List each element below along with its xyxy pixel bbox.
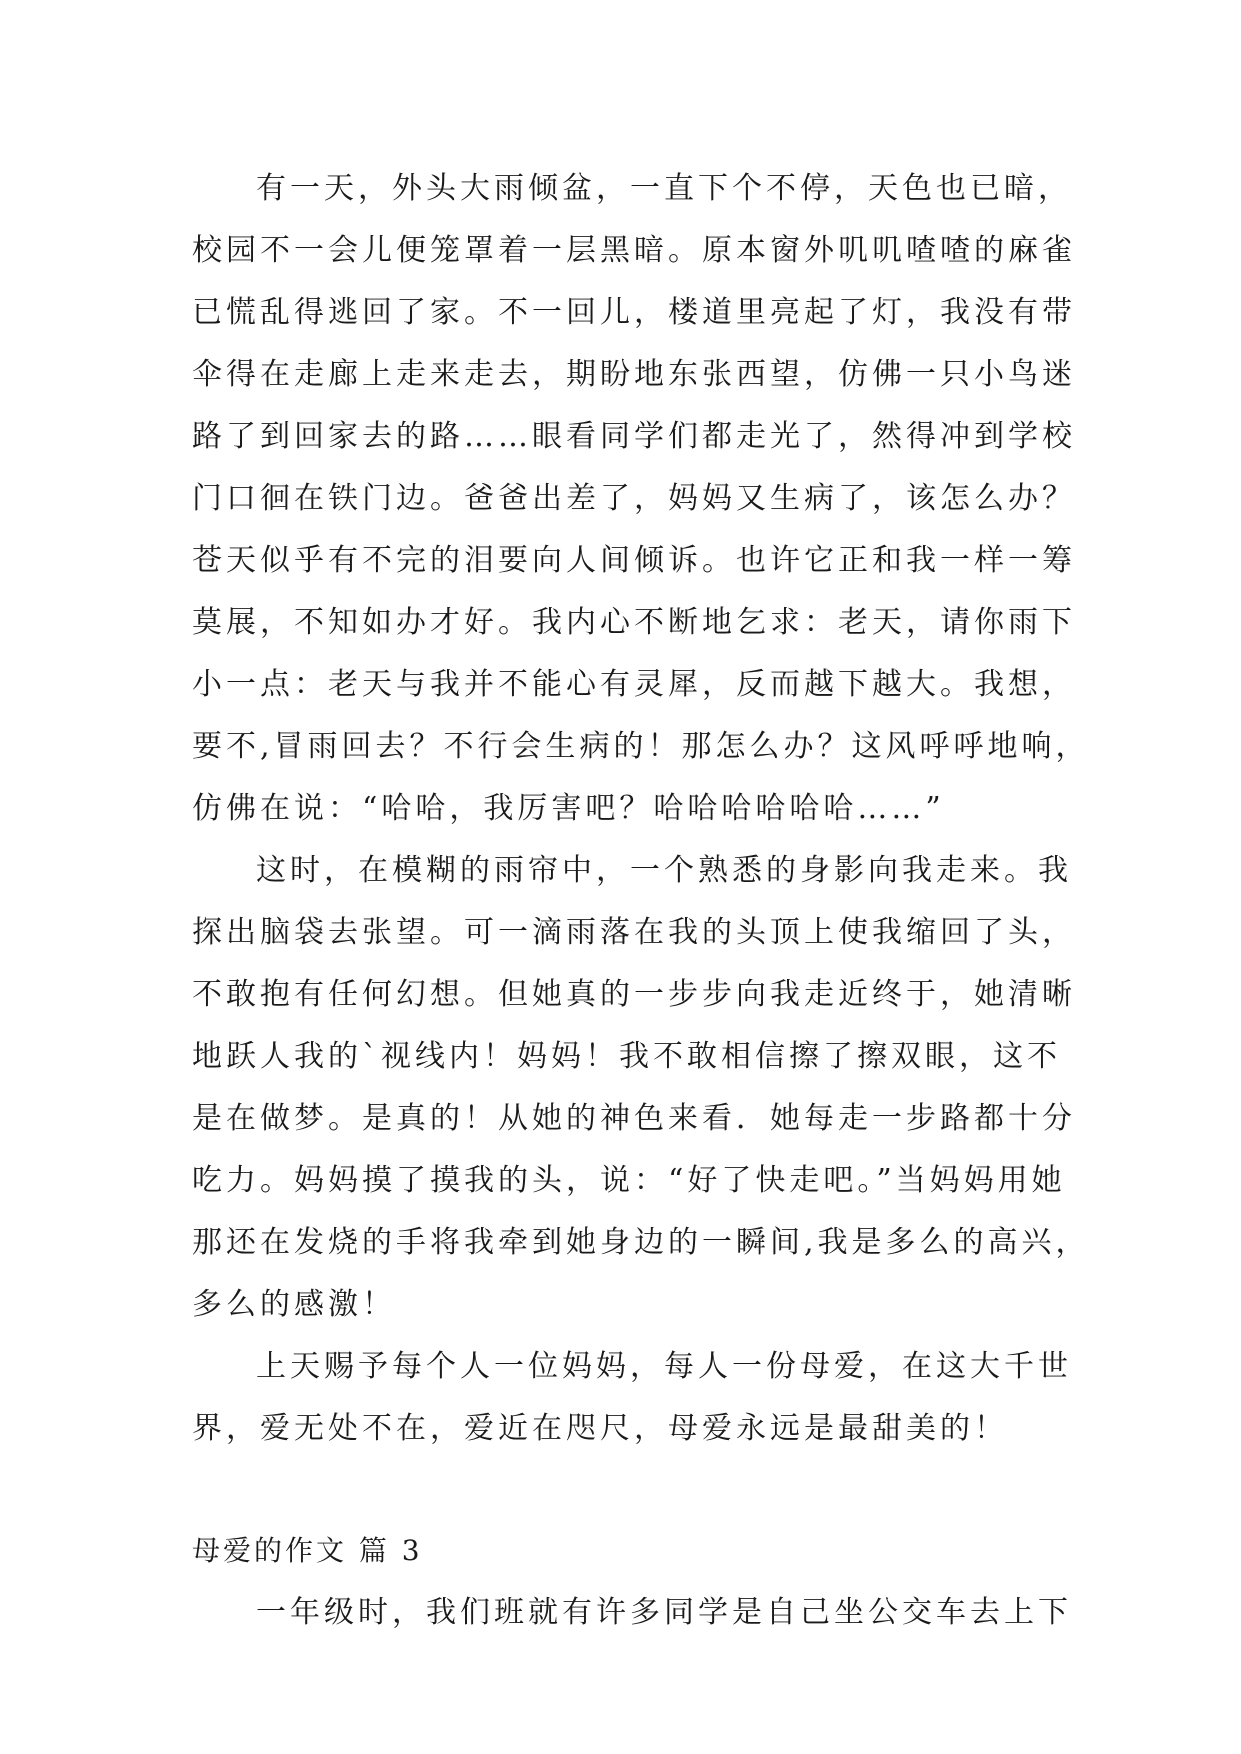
- text-line: 一年级时，我们班就有许多同学是自己坐公交车去上下: [256, 1595, 1072, 1630]
- text-line: 这时，在模糊的雨帘中，一个熟悉的身影向我走来。我: [256, 853, 1072, 888]
- text-line: 地跃人我的`视线内！妈妈！我不敢相信擦了擦双眼，这不: [192, 1039, 1061, 1074]
- text-line: 有一天，外头大雨倾盆，一直下个不停，天色也已暗，: [256, 171, 1072, 206]
- section-title: 母爱的作文 篇 3: [192, 1534, 423, 1567]
- text-line: 要不,冒雨回去？不行会生病的！那怎么办？这风呼呼地响，: [192, 729, 1090, 764]
- text-line: 界，爱无处不在，爱近在咫尺，母爱永远是最甜美的！: [192, 1411, 1008, 1446]
- text-line: 不敢抱有任何幻想。但她真的一步步向我走近终于，她清晰: [192, 977, 1076, 1012]
- text-line: 上天赐予每个人一位妈妈，每人一份母爱，在这大千世: [256, 1349, 1072, 1384]
- text-line: 路了到回家去的路……眼看同学们都走光了，然得冲到学校: [192, 419, 1076, 454]
- text-line: 多么的感激！: [192, 1287, 396, 1322]
- text-line: 是在做梦。是真的！从她的神色来看．她每走一步路都十分: [192, 1101, 1076, 1136]
- text-line: 伞得在走廊上走来走去，期盼地东张西望，仿佛一只小鸟迷: [192, 357, 1076, 392]
- document-body: [192, 158, 1090, 1644]
- text-line: 探出脑袋去张望。可一滴雨落在我的头顶上使我缩回了头，: [192, 915, 1076, 950]
- text-line: 莫展，不知如办才好。我内心不断地乞求：老天，请你雨下: [192, 605, 1076, 640]
- text-line: 苍天似乎有不完的泪要向人间倾诉。也许它正和我一样一筹: [192, 543, 1076, 578]
- text-line: 校园不一会儿便笼罩着一层黑暗。原本窗外叽叽喳喳的麻雀: [192, 233, 1076, 268]
- paragraph-rainy-day: [192, 158, 1090, 840]
- paragraph-mother-arrives: [192, 840, 1090, 1336]
- paragraph-conclusion: [192, 1336, 1072, 1460]
- text-line: 小一点：老天与我并不能心有灵犀，反而越下越大。我想，: [192, 667, 1076, 702]
- text-line: 吃力。妈妈摸了摸我的头，说：“好了快走吧。”当妈妈用她: [192, 1163, 1066, 1198]
- text-line: 那还在发烧的手将我牵到她身边的一瞬间,我是多么的高兴，: [192, 1225, 1090, 1260]
- text-line: 仿佛在说：“哈哈，我厉害吧？哈哈哈哈哈哈……”: [192, 791, 945, 826]
- paragraph-next-essay: [192, 1582, 1072, 1644]
- text-line: 已慌乱得逃回了家。不一回儿，楼道里亮起了灯，我没有带: [192, 295, 1076, 330]
- text-line: 门口徊在铁门边。爸爸出差了，妈妈又生病了，该怎么办？: [192, 481, 1076, 516]
